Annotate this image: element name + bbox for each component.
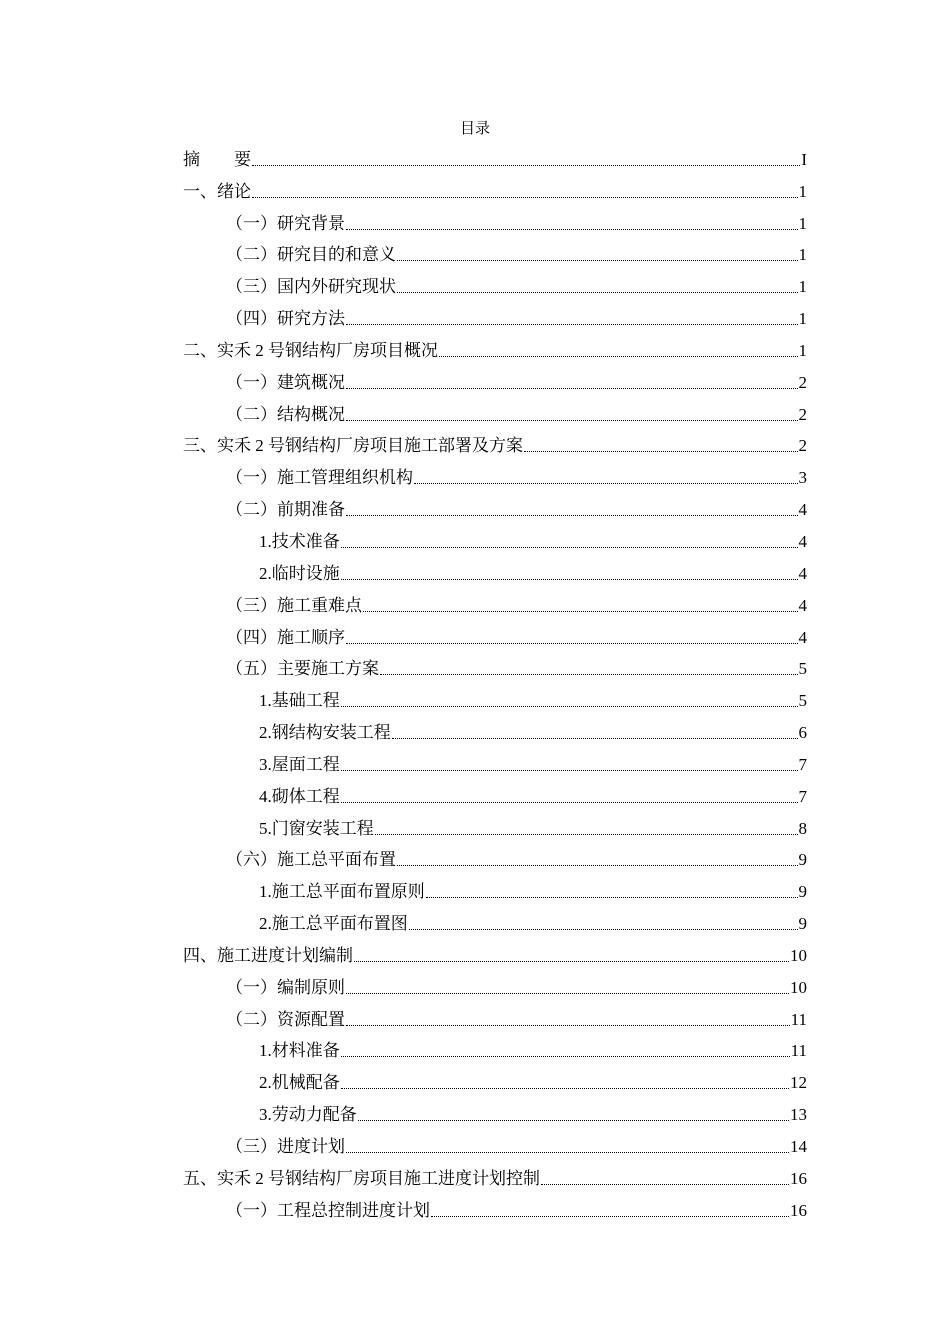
- toc-dot-leader: [524, 451, 798, 452]
- toc-entry-page-number: 9: [798, 850, 807, 870]
- toc-dot-leader: [431, 1216, 789, 1217]
- toc-dot-leader: [346, 1025, 790, 1026]
- toc-entry[interactable]: [183, 363, 807, 395]
- toc-entry-page-number: 16: [790, 1200, 807, 1220]
- toc-entry[interactable]: [183, 968, 807, 1000]
- toc-entry-page-number: 9: [798, 914, 807, 934]
- toc-entry-page-number: 1: [798, 340, 807, 360]
- toc-entry-page-number: 4: [798, 563, 807, 583]
- toc-dot-leader: [346, 993, 789, 994]
- toc-entry-title: 3.屋面工程: [259, 754, 340, 774]
- toc-entry-title: 4.砌体工程: [259, 786, 340, 806]
- toc-dot-leader: [252, 165, 800, 166]
- toc-entry-page-number: 7: [798, 786, 807, 806]
- toc-entry-page-number: 5: [798, 691, 807, 711]
- toc-dot-leader: [341, 579, 798, 580]
- toc-entry-title: （六）施工总平面布置: [226, 850, 396, 870]
- toc-entry[interactable]: [183, 681, 807, 713]
- toc-entry[interactable]: [183, 1191, 807, 1223]
- toc-entry-page-number: 16: [790, 1168, 807, 1188]
- toc-dot-leader: [252, 197, 798, 198]
- toc-entry-page-number: 7: [798, 754, 807, 774]
- toc-dot-leader: [397, 865, 798, 866]
- toc-entry[interactable]: [183, 172, 807, 204]
- toc-entry-page-number: 14: [790, 1137, 807, 1156]
- table-of-contents: [183, 140, 807, 1223]
- toc-entry-page-number: 1: [798, 277, 807, 297]
- toc-entry-page-number: 5: [798, 659, 807, 679]
- toc-dot-leader: [541, 1184, 789, 1185]
- toc-entry-page-number: 13: [790, 1105, 807, 1125]
- toc-dot-leader: [346, 420, 798, 421]
- toc-entry[interactable]: [183, 236, 807, 268]
- toc-entry[interactable]: [183, 872, 807, 904]
- toc-dot-leader: [397, 260, 798, 261]
- toc-entry-page-number: 1: [798, 309, 807, 329]
- toc-entry-title: 四、施工进度计划编制: [183, 945, 353, 965]
- toc-entry[interactable]: [183, 458, 807, 490]
- toc-entry[interactable]: [183, 618, 807, 650]
- toc-entry[interactable]: [183, 1032, 807, 1064]
- toc-entry-title: （一）工程总控制进度计划: [226, 1200, 430, 1220]
- toc-dot-leader: [414, 483, 798, 484]
- toc-entry-title: 2.临时设施: [259, 563, 340, 583]
- toc-dot-leader: [341, 706, 798, 707]
- toc-entry-title: （二）前期准备: [226, 500, 345, 520]
- toc-entry[interactable]: [183, 777, 807, 809]
- toc-entry[interactable]: [183, 586, 807, 618]
- toc-entry[interactable]: [183, 522, 807, 554]
- toc-entry-title: （四）施工顺序: [226, 627, 345, 647]
- toc-entry[interactable]: [183, 140, 807, 172]
- toc-entry-title: 三、实禾 2 号钢结构厂房项目施工部署及方案: [183, 436, 523, 456]
- toc-entry-title: （一）研究背景: [226, 213, 345, 233]
- toc-dot-leader: [346, 388, 798, 389]
- toc-entry[interactable]: [183, 427, 807, 459]
- toc-entry-page-number: 11: [790, 1009, 807, 1029]
- toc-entry-page-number: I: [801, 149, 807, 169]
- toc-entry-title: 2.钢结构安装工程: [259, 723, 391, 743]
- toc-entry-page-number: 1: [798, 181, 807, 201]
- toc-dot-leader: [341, 1056, 790, 1057]
- toc-entry-title: 2.施工总平面布置图: [259, 914, 408, 934]
- toc-entry-title: （三）国内外研究现状: [226, 277, 396, 297]
- toc-dot-leader: [380, 674, 798, 675]
- toc-entry[interactable]: [183, 1000, 807, 1032]
- toc-entry[interactable]: [183, 1127, 807, 1159]
- toc-dot-leader: [363, 611, 798, 612]
- toc-entry-title: 1.基础工程: [259, 691, 340, 711]
- toc-entry-title: （四）研究方法: [226, 309, 345, 329]
- toc-entry-page-number: 4: [798, 500, 807, 520]
- toc-entry[interactable]: [183, 841, 807, 873]
- toc-entry-title: 二、实禾 2 号钢结构厂房项目概况: [183, 340, 438, 360]
- toc-entry-page-number: 10: [790, 977, 807, 997]
- toc-entry[interactable]: [183, 904, 807, 936]
- toc-entry-page-number: 9: [798, 882, 807, 902]
- toc-entry-title: 5.门窗安装工程: [259, 818, 374, 838]
- toc-entry[interactable]: [183, 490, 807, 522]
- toc-entry-title: 一、绪论: [183, 181, 251, 201]
- toc-dot-leader: [358, 1120, 789, 1121]
- toc-entry-page-number: 4: [798, 595, 807, 615]
- toc-entry-title: （三）施工重难点: [226, 595, 362, 615]
- toc-dot-leader: [346, 324, 798, 325]
- toc-entry[interactable]: [183, 809, 807, 841]
- toc-dot-leader: [341, 547, 798, 548]
- toc-dot-leader: [375, 834, 798, 835]
- toc-entry-page-number: 1: [798, 245, 807, 265]
- toc-entry-title: （一）施工管理组织机构: [226, 468, 413, 488]
- toc-entry-title: 1.材料准备: [259, 1041, 340, 1061]
- toc-entry[interactable]: [183, 1159, 807, 1191]
- toc-dot-leader: [354, 961, 789, 962]
- toc-entry-page-number: 6: [798, 723, 807, 743]
- toc-entry[interactable]: [183, 204, 807, 236]
- toc-dot-leader: [346, 643, 798, 644]
- toc-entry-title: （一）建筑概况: [226, 372, 345, 392]
- toc-dot-leader: [341, 802, 798, 803]
- toc-entry[interactable]: [183, 299, 807, 331]
- toc-entry-title: 五、实禾 2 号钢结构厂房项目施工进度计划控制: [183, 1168, 540, 1188]
- toc-entry[interactable]: [183, 554, 807, 586]
- toc-dot-leader: [397, 292, 798, 293]
- toc-entry-title: 3.劳动力配备: [259, 1105, 357, 1125]
- toc-entry-title: （二）资源配置: [226, 1009, 345, 1029]
- toc-entry-page-number: 2: [798, 404, 807, 424]
- toc-entry-page-number: 4: [798, 531, 807, 551]
- toc-entry-page-number: 12: [790, 1073, 807, 1093]
- toc-entry[interactable]: [183, 936, 807, 968]
- toc-entry[interactable]: [183, 713, 807, 745]
- toc-title: 目录: [459, 121, 490, 137]
- toc-entry-page-number: 4: [798, 627, 807, 647]
- toc-entry-page-number: 11: [790, 1041, 807, 1061]
- toc-entry-title: 摘 要: [183, 149, 251, 169]
- toc-dot-leader: [392, 738, 798, 739]
- toc-entry-page-number: 8: [798, 818, 807, 838]
- toc-entry-title: （二）结构概况: [226, 404, 345, 424]
- toc-entry-page-number: 3: [798, 468, 807, 488]
- toc-entry[interactable]: [183, 1063, 807, 1095]
- toc-entry[interactable]: [183, 267, 807, 299]
- toc-dot-leader: [409, 929, 798, 930]
- toc-entry[interactable]: [183, 395, 807, 427]
- toc-entry-title: 1.施工总平面布置原则: [259, 882, 425, 902]
- toc-entry[interactable]: [183, 650, 807, 682]
- toc-dot-leader: [341, 1088, 789, 1089]
- toc-entry-title: （一）编制原则: [226, 977, 345, 997]
- toc-entry[interactable]: [183, 331, 807, 363]
- toc-entry-title: （二）研究目的和意义: [226, 245, 396, 265]
- toc-dot-leader: [346, 1152, 789, 1153]
- toc-entry[interactable]: [183, 745, 807, 777]
- toc-dot-leader: [426, 897, 798, 898]
- toc-dot-leader: [346, 515, 798, 516]
- toc-entry[interactable]: [183, 1095, 807, 1127]
- toc-dot-leader: [346, 229, 798, 230]
- toc-dot-leader: [439, 356, 798, 357]
- toc-entry-page-number: 1: [798, 213, 807, 233]
- toc-entry-page-number: 2: [798, 372, 807, 392]
- toc-entry-page-number: 10: [790, 945, 807, 965]
- toc-entry-title: （五）主要施工方案: [226, 659, 379, 679]
- toc-entry-page-number: 2: [798, 436, 807, 456]
- toc-entry-title: （三）进度计划: [226, 1137, 345, 1156]
- toc-entry-title: 2.机械配备: [259, 1073, 340, 1093]
- toc-entry-title: 1.技术准备: [259, 531, 340, 551]
- toc-dot-leader: [341, 770, 798, 771]
